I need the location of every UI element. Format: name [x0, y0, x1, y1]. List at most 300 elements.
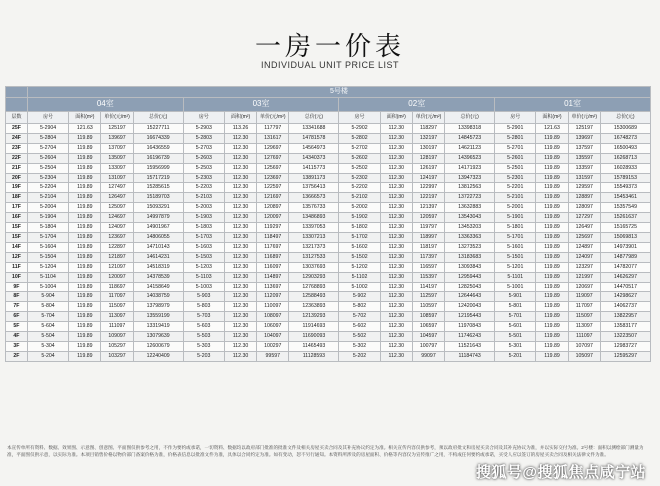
total-price-cell: 13559199 [133, 312, 183, 322]
area-cell: 119.89 [69, 153, 101, 163]
unit-price-cell: 118497 [257, 232, 289, 242]
unit-price-cell: 106597 [412, 322, 444, 332]
area-cell: 119.89 [69, 282, 101, 292]
room-cell: 5-1603 [183, 242, 224, 252]
total-price-cell: 14901967 [133, 223, 183, 233]
room-cell: 5-604 [27, 322, 68, 332]
unit-price-cell: 108597 [412, 312, 444, 322]
area-cell: 119.89 [69, 173, 101, 183]
unit-price-cell: 119097 [568, 292, 600, 302]
room-cell: 5-502 [339, 332, 380, 342]
room-cell: 5-1604 [27, 242, 68, 252]
unit-price-cell: 122597 [257, 183, 289, 193]
unit-price-cell: 131097 [101, 173, 133, 183]
area-cell: 112.30 [224, 223, 256, 233]
area-cell: 119.89 [69, 272, 101, 282]
floor-cell: 4F [6, 332, 28, 342]
unit-price-cell: 106097 [257, 322, 289, 332]
price-table [5, 86, 651, 362]
room-cell: 5-2504 [27, 163, 68, 173]
unit-price-cell: 109097 [101, 332, 133, 342]
area-cell: 112.30 [380, 322, 412, 332]
total-price-header: 总价(元) [600, 112, 650, 124]
room-cell: 5-1503 [183, 252, 224, 262]
room-cell: 5-1002 [339, 282, 380, 292]
floor-cell: 7F [6, 302, 28, 312]
total-price-cell: 11746243 [445, 332, 495, 342]
area-cell: 119.89 [69, 232, 101, 242]
area-cell: 112.30 [380, 351, 412, 361]
area-cell: 119.89 [536, 282, 568, 292]
unit-price-cell: 117697 [257, 242, 289, 252]
area-cell: 119.89 [69, 163, 101, 173]
total-price-cell: 13307213 [289, 232, 339, 242]
area-header: 面积(m²) [380, 112, 412, 124]
area-cell: 119.89 [69, 252, 101, 262]
unit-price-cell: 135597 [568, 153, 600, 163]
building-label: 5号楼 [27, 87, 650, 98]
table-row [6, 292, 651, 302]
disclaimer-footnote: 本宣传单所有资料、数据、效果图、示意图、创意图、平面图仅供参考之用，不作为要约或承诺，一切资料、数据均以政府部门批准的批准文件及相关房屋买卖合同及其补充协议约定为准。相关宣传内容仅供参考，须以政府批文和房屋买卖合同及其补充协议为准，并以实际交付为准。2号楼：面积以测绘部门测量为准，平面图仅供示意，以实际为准。本项目销售价格以物价部门备案价格为准，价格表信息以批准文件为准，具体以合同约定为准。如有变动，恕不另行通知。本资料所涉及的房屋面积、价格等内容仅为宣传推广之用，不构成任何要约或承诺，买受人应以签订的房屋买卖合同及相关法律文件为准。 [7, 445, 644, 458]
table-row [6, 183, 651, 193]
room-cell: 5-1902 [339, 213, 380, 223]
area-cell: 112.30 [224, 213, 256, 223]
area-cell: 112.30 [380, 124, 412, 134]
table-row [6, 252, 651, 262]
unit-price-cell: 120897 [257, 203, 289, 213]
room-cell: 5-1504 [27, 252, 68, 262]
unit-price-cell: 119297 [257, 223, 289, 233]
room-cell: 5-2303 [183, 173, 224, 183]
unit-price-cell: 117097 [568, 302, 600, 312]
area-cell: 112.30 [380, 203, 412, 213]
unit-price-cell: 113097 [101, 312, 133, 322]
area-cell: 112.30 [224, 232, 256, 242]
total-price-cell: 11465493 [289, 341, 339, 351]
area-cell: 112.30 [380, 183, 412, 193]
room-cell: 5-2703 [183, 143, 224, 153]
area-cell: 119.89 [536, 351, 568, 361]
unit-price-cell: 137097 [101, 143, 133, 153]
area-cell: 119.89 [69, 322, 101, 332]
area-cell: 119.89 [69, 262, 101, 272]
floor-cell: 20F [6, 173, 28, 183]
floor-cell: 6F [6, 312, 28, 322]
area-cell: 119.89 [536, 163, 568, 173]
total-price-cell: 13576733 [289, 203, 339, 213]
floor-cell: 19F [6, 183, 28, 193]
total-price-cell: 14171923 [445, 163, 495, 173]
floor-cell: 15F [6, 232, 28, 242]
area-cell: 119.89 [69, 332, 101, 342]
unit-price-cell: 115097 [568, 312, 600, 322]
room-cell: 5-2502 [339, 163, 380, 173]
room-cell: 5-1904 [27, 213, 68, 223]
room-cell: 5-1801 [495, 223, 536, 233]
floor-cell: 14F [6, 242, 28, 252]
total-price-cell: 13722723 [445, 193, 495, 203]
total-price-cell: 14877989 [600, 252, 650, 262]
total-price-cell: 15261637 [600, 213, 650, 223]
area-cell: 112.30 [224, 322, 256, 332]
total-price-cell: 13583177 [600, 322, 650, 332]
floor-cell: 8F [6, 292, 28, 302]
area-cell: 121.63 [69, 124, 101, 134]
total-price-cell: 15717219 [133, 173, 183, 183]
unit-price-cell: 130197 [412, 143, 444, 153]
room-header: 房号 [27, 112, 68, 124]
table-row [6, 351, 651, 361]
unit-price-cell: 116597 [412, 262, 444, 272]
total-price-cell: 12903293 [289, 272, 339, 282]
room-cell: 5-1702 [339, 232, 380, 242]
total-price-cell: 11970843 [445, 322, 495, 332]
area-cell: 119.89 [69, 133, 101, 143]
room-cell: 5-2101 [495, 193, 536, 203]
room-cell: 5-2902 [339, 124, 380, 134]
total-price-cell: 15300689 [600, 124, 650, 134]
room-cell: 5-2601 [495, 153, 536, 163]
area-cell: 112.30 [224, 302, 256, 312]
room-cell: 5-1202 [339, 262, 380, 272]
room-cell: 5-1703 [183, 232, 224, 242]
area-cell: 119.89 [536, 153, 568, 163]
area-cell: 112.30 [224, 242, 256, 252]
unit-price-cell: 113097 [568, 322, 600, 332]
total-price-cell: 13319419 [133, 322, 183, 332]
room-cell: 5-804 [27, 302, 68, 312]
total-price-cell: 13822957 [600, 312, 650, 322]
unit-price-cell: 118997 [412, 232, 444, 242]
area-cell: 112.30 [224, 193, 256, 203]
total-price-cell: 14710143 [133, 242, 183, 252]
area-cell: 112.30 [224, 252, 256, 262]
room-cell: 5-2503 [183, 163, 224, 173]
room-cell: 5-1903 [183, 213, 224, 223]
unit-price-header: 单价(元/m²) [412, 112, 444, 124]
room-header: 房号 [183, 112, 224, 124]
room-cell: 5-1701 [495, 232, 536, 242]
room-cell: 5-2004 [27, 203, 68, 213]
area-cell: 112.30 [224, 153, 256, 163]
room-cell: 5-901 [495, 292, 536, 302]
unit-price-cell: 107097 [568, 341, 600, 351]
total-price-cell: 16196739 [133, 153, 183, 163]
room-cell: 5-2001 [495, 203, 536, 213]
total-price-cell: 13037693 [289, 262, 339, 272]
room-cell: 5-1201 [495, 262, 536, 272]
total-price-cell: 15956999 [133, 163, 183, 173]
total-price-cell: 16500493 [600, 143, 650, 153]
total-price-cell: 12195443 [445, 312, 495, 322]
room-cell: 5-2102 [339, 193, 380, 203]
room-cell: 5-1203 [183, 262, 224, 272]
room-cell: 5-902 [339, 292, 380, 302]
unit-price-cell: 131617 [257, 133, 289, 143]
area-cell: 112.30 [380, 153, 412, 163]
room-cell: 5-2904 [27, 124, 68, 134]
unit-group-header: 01室 [495, 98, 651, 112]
unit-price-cell: 125697 [257, 163, 289, 173]
table-row [6, 322, 651, 332]
table-row [6, 262, 651, 272]
room-cell: 5-1804 [27, 223, 68, 233]
room-cell: 5-801 [495, 302, 536, 312]
total-price-cell: 15357549 [600, 203, 650, 213]
area-cell: 119.89 [69, 302, 101, 312]
total-price-cell: 15453461 [600, 193, 650, 203]
room-cell: 5-303 [183, 341, 224, 351]
total-price-cell: 11184743 [445, 351, 495, 361]
unit-price-cell: 126497 [101, 193, 133, 203]
unit-price-header: 单价(元/m²) [568, 112, 600, 124]
area-cell: 112.30 [224, 341, 256, 351]
area-cell: 121.63 [536, 124, 568, 134]
room-cell: 5-1803 [183, 223, 224, 233]
area-cell: 112.30 [224, 262, 256, 272]
room-cell: 5-2801 [495, 133, 536, 143]
unit-price-cell: 126197 [412, 163, 444, 173]
total-price-cell: 12983727 [600, 341, 650, 351]
unit-price-cell: 127697 [257, 153, 289, 163]
unit-price-cell: 111097 [101, 322, 133, 332]
room-cell: 5-504 [27, 332, 68, 342]
total-price-cell: 15069813 [600, 232, 650, 242]
unit-price-cell: 129597 [568, 183, 600, 193]
room-cell: 5-903 [183, 292, 224, 302]
room-cell: 5-2803 [183, 133, 224, 143]
area-cell: 119.89 [69, 143, 101, 153]
unit-corner [6, 98, 28, 112]
total-price-cell: 13398318 [445, 124, 495, 134]
area-cell: 119.89 [69, 292, 101, 302]
room-cell: 5-1101 [495, 272, 536, 282]
area-cell: 112.30 [224, 203, 256, 213]
unit-price-cell: 116097 [257, 262, 289, 272]
room-cell: 5-2804 [27, 133, 68, 143]
area-cell: 112.30 [380, 133, 412, 143]
floor-cell: 22F [6, 153, 28, 163]
table-row [6, 341, 651, 351]
total-price-cell: 14806055 [133, 232, 183, 242]
total-price-cell: 12588493 [289, 292, 339, 302]
total-price-cell: 16674339 [133, 133, 183, 143]
unit-price-cell: 121897 [101, 252, 133, 262]
unit-price-cell: 105097 [568, 351, 600, 361]
room-cell: 5-603 [183, 322, 224, 332]
area-cell: 119.89 [69, 203, 101, 213]
floor-cell: 10F [6, 272, 28, 282]
unit-price-cell: 117797 [257, 124, 289, 134]
unit-price-cell: 122897 [101, 242, 133, 252]
area-cell: 119.89 [69, 183, 101, 193]
area-cell: 119.89 [536, 312, 568, 322]
total-price-cell: 12420043 [445, 302, 495, 312]
room-cell: 5-2103 [183, 193, 224, 203]
unit-price-cell: 118197 [412, 242, 444, 252]
room-cell: 5-1102 [339, 272, 380, 282]
area-cell: 119.89 [536, 173, 568, 183]
area-cell: 112.30 [224, 332, 256, 342]
total-price-cell: 16748273 [600, 133, 650, 143]
unit-price-cell: 114197 [412, 282, 444, 292]
total-price-cell: 11521643 [445, 341, 495, 351]
area-cell: 119.89 [536, 272, 568, 282]
room-cell: 5-1204 [27, 262, 68, 272]
total-price-cell: 12595297 [600, 351, 650, 361]
area-cell: 119.89 [536, 203, 568, 213]
total-price-cell: 13756413 [289, 183, 339, 193]
unit-price-cell: 114897 [257, 272, 289, 282]
area-cell: 112.30 [380, 193, 412, 203]
total-price-cell: 16268713 [600, 153, 650, 163]
total-price-cell: 13666573 [289, 193, 339, 203]
unit-group-header: 02室 [339, 98, 495, 112]
room-cell: 5-2604 [27, 153, 68, 163]
area-cell: 112.30 [224, 133, 256, 143]
unit-price-cell: 125197 [568, 124, 600, 134]
floor-cell: 11F [6, 262, 28, 272]
unit-price-cell: 124097 [101, 223, 133, 233]
unit-price-cell: 123697 [101, 232, 133, 242]
table-row [6, 223, 651, 233]
room-cell: 5-2702 [339, 143, 380, 153]
area-cell: 119.89 [69, 312, 101, 322]
unit-price-cell: 129697 [257, 143, 289, 153]
room-cell: 5-2201 [495, 183, 536, 193]
table-row [6, 153, 651, 163]
room-header: 房号 [339, 112, 380, 124]
room-cell: 5-2003 [183, 203, 224, 213]
total-price-header: 总价(元) [133, 112, 183, 124]
total-price-cell: 14038759 [133, 292, 183, 302]
total-price-cell: 16028933 [600, 163, 650, 173]
room-cell: 5-203 [183, 351, 224, 361]
total-price-cell: 13217373 [289, 242, 339, 252]
room-cell: 5-2204 [27, 183, 68, 193]
room-cell: 5-501 [495, 332, 536, 342]
room-cell: 5-702 [339, 312, 380, 322]
area-header: 面积(m²) [69, 112, 101, 124]
area-cell: 112.30 [380, 262, 412, 272]
area-cell: 112.30 [380, 272, 412, 282]
page-title: 一房一价表 [254, 32, 405, 62]
room-cell: 5-2802 [339, 133, 380, 143]
total-price-cell: 14396523 [445, 153, 495, 163]
floor-cell: 15F [6, 223, 28, 233]
room-cell: 5-2501 [495, 163, 536, 173]
area-cell: 112.30 [380, 302, 412, 312]
unit-price-cell: 113697 [257, 282, 289, 292]
unit-price-cell: 126497 [568, 223, 600, 233]
room-cell: 5-2104 [27, 193, 68, 203]
room-cell: 5-503 [183, 332, 224, 342]
area-cell: 119.89 [536, 133, 568, 143]
room-cell: 5-2202 [339, 183, 380, 193]
area-cell: 119.89 [536, 262, 568, 272]
room-cell: 5-703 [183, 312, 224, 322]
unit-price-cell: 127297 [568, 213, 600, 223]
table-row [6, 282, 651, 292]
floor-cell: 25F [6, 124, 28, 134]
area-cell: 119.89 [69, 242, 101, 252]
area-cell: 112.30 [380, 252, 412, 262]
area-cell: 119.89 [536, 232, 568, 242]
unit-price-cell: 124897 [568, 242, 600, 252]
total-price-cell: 14782077 [600, 262, 650, 272]
room-cell: 5-1501 [495, 252, 536, 262]
unit-price-header: 单价(元/m²) [257, 112, 289, 124]
total-price-cell: 14298627 [600, 292, 650, 302]
total-price-cell: 13947323 [445, 173, 495, 183]
total-price-cell: 14340373 [289, 153, 339, 163]
total-price-cell: 15093291 [133, 203, 183, 213]
area-cell: 119.89 [536, 252, 568, 262]
unit-price-cell: 121397 [412, 203, 444, 213]
room-cell: 5-802 [339, 302, 380, 312]
area-cell: 119.89 [69, 213, 101, 223]
total-price-cell: 15789153 [600, 173, 650, 183]
total-price-cell: 13632883 [445, 203, 495, 213]
room-cell: 5-2701 [495, 143, 536, 153]
unit-price-cell: 116897 [257, 252, 289, 262]
room-cell: 5-1602 [339, 242, 380, 252]
price-rows [6, 124, 651, 362]
unit-group-header: 03室 [183, 98, 339, 112]
area-cell: 112.30 [224, 312, 256, 322]
unit-price-cell: 123297 [568, 262, 600, 272]
unit-price-cell: 100297 [257, 341, 289, 351]
total-price-cell: 12363893 [289, 302, 339, 312]
area-cell: 119.89 [536, 242, 568, 252]
area-cell: 119.89 [69, 351, 101, 361]
building-corner [6, 87, 28, 98]
table-row [6, 232, 651, 242]
total-price-cell: 14614231 [133, 252, 183, 262]
table-row [6, 173, 651, 183]
room-cell: 5-2302 [339, 173, 380, 183]
unit-price-cell: 128197 [412, 153, 444, 163]
room-cell: 5-1901 [495, 213, 536, 223]
total-price-cell: 13183683 [445, 252, 495, 262]
total-price-cell: 14564973 [289, 143, 339, 153]
unit-price-cell: 119797 [412, 223, 444, 233]
unit-price-cell: 120097 [101, 272, 133, 282]
unit-price-cell: 108097 [257, 312, 289, 322]
table-row [6, 143, 651, 153]
area-cell: 112.30 [380, 163, 412, 173]
total-price-header: 总价(元) [289, 112, 339, 124]
total-price-cell: 13341688 [289, 124, 339, 134]
room-header: 房号 [495, 112, 536, 124]
unit-price-cell: 118297 [412, 124, 444, 134]
unit-price-cell: 125697 [568, 232, 600, 242]
area-cell: 119.89 [536, 213, 568, 223]
unit-price-cell: 120697 [568, 282, 600, 292]
unit-price-cell: 123697 [257, 173, 289, 183]
total-price-cell: 14973901 [600, 242, 650, 252]
unit-price-cell: 121097 [101, 262, 133, 272]
unit-price-cell: 125097 [101, 203, 133, 213]
room-cell: 5-202 [339, 351, 380, 361]
room-cell: 5-803 [183, 302, 224, 312]
unit-price-cell: 104097 [257, 332, 289, 342]
unit-price-cell: 111097 [568, 332, 600, 342]
price-table-wrap [5, 86, 651, 362]
room-cell: 5-201 [495, 351, 536, 361]
total-price-cell: 13812563 [445, 183, 495, 193]
unit-price-cell: 99597 [257, 351, 289, 361]
